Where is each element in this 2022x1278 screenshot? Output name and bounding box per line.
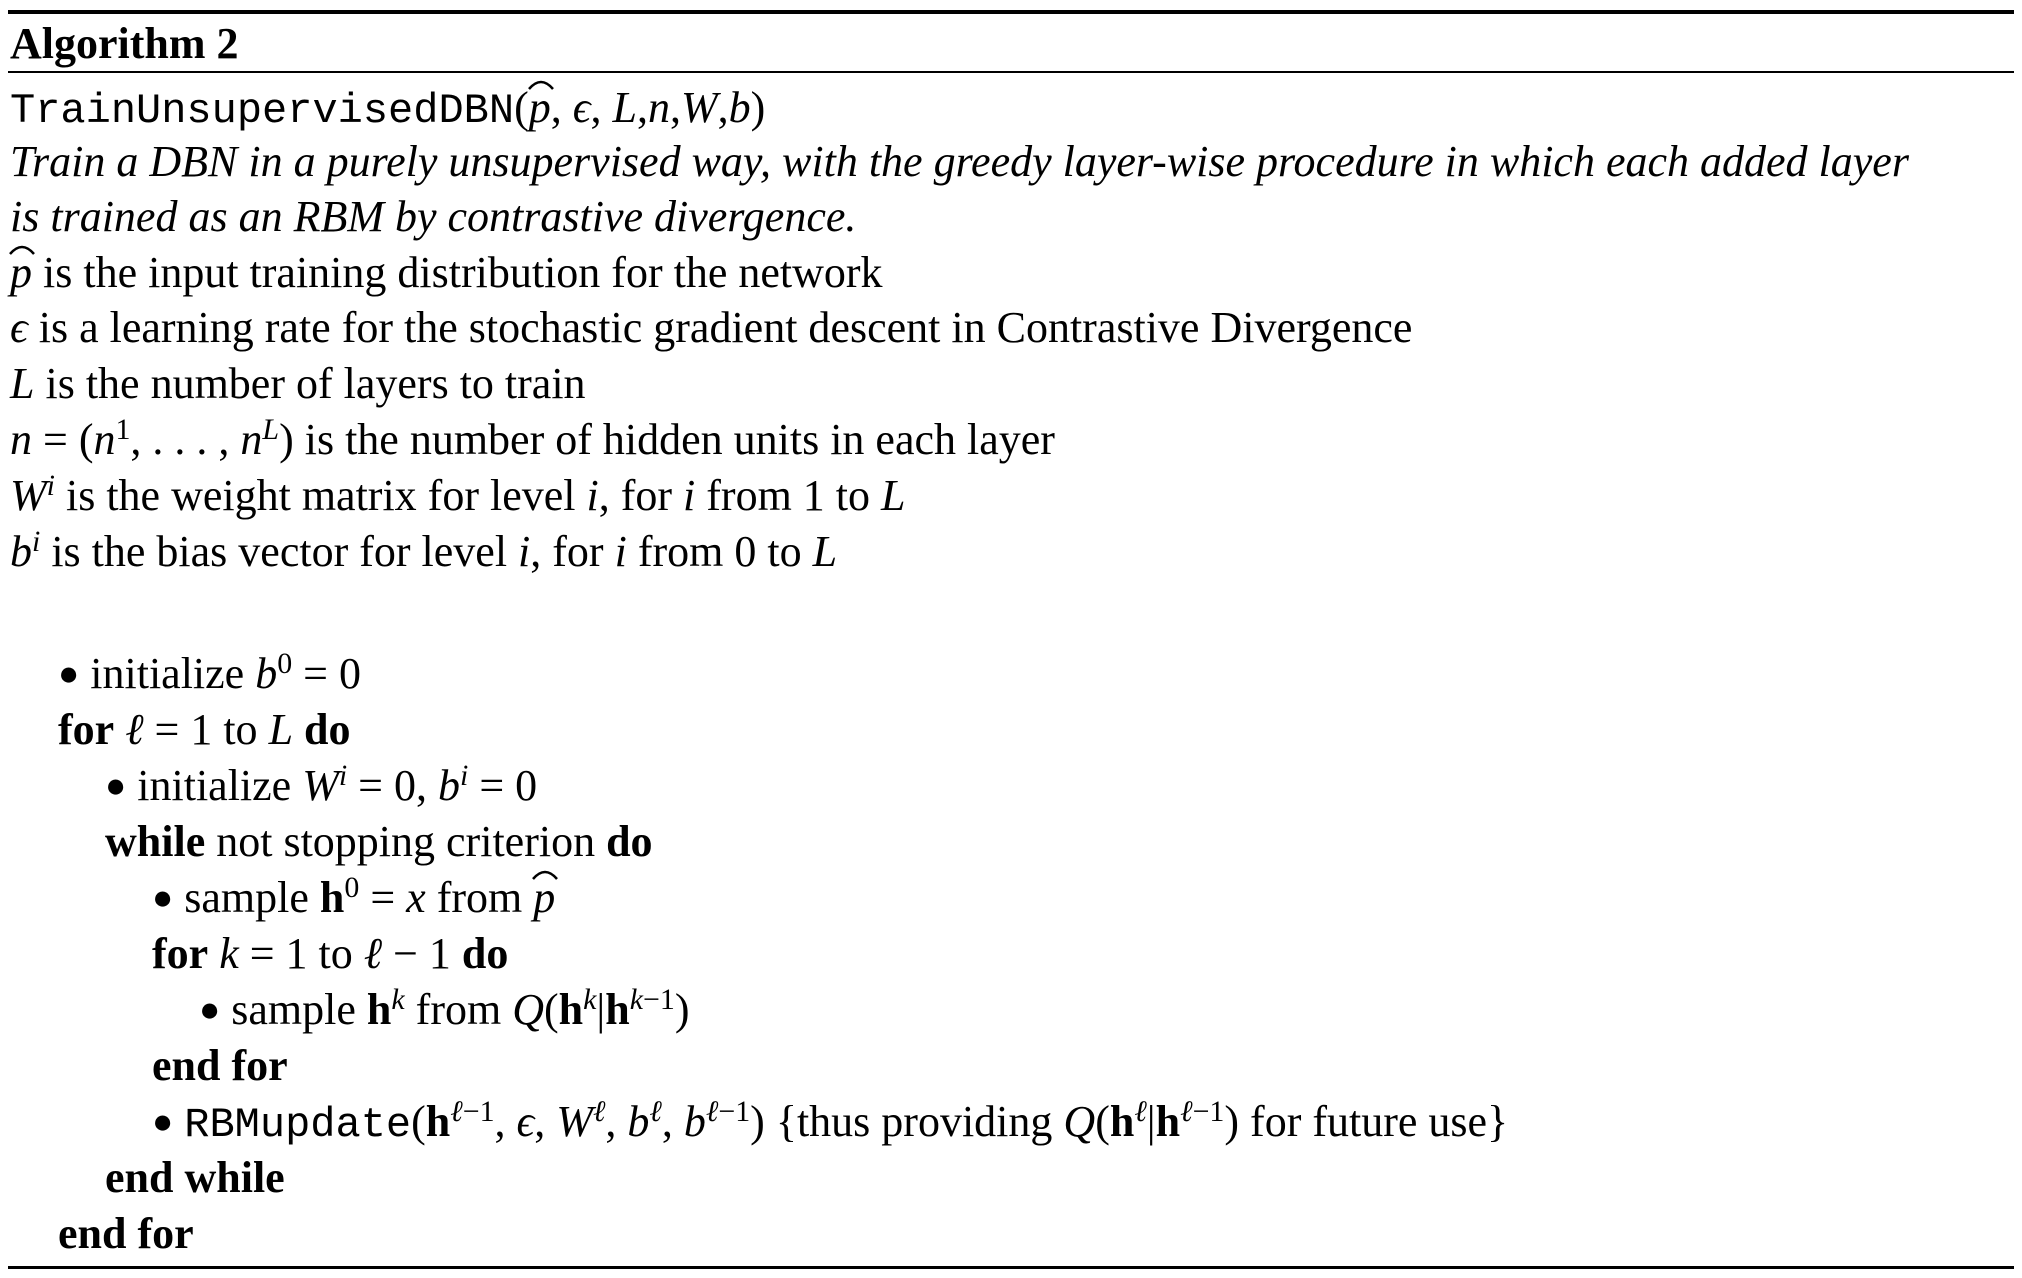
step-end-for-inner: end for	[152, 1041, 288, 1090]
step-init-b0: ● initialize $b^0 = 0$	[58, 647, 361, 698]
bottom-rule	[8, 1266, 2014, 1269]
algorithm-title: Algorithm 2	[10, 19, 239, 68]
top-rule	[8, 10, 2014, 14]
param-n: $n = (n^1$, . . . , $n^L$) is the number of hidden units in each layer	[10, 413, 1055, 464]
rbmupdate-call: RBMupdate	[184, 1101, 412, 1149]
param-W: $W^i$ is the weight matrix for level i, for i from 1 to L	[10, 469, 906, 520]
function-args: ( p, ϵ, L,n,W,b)	[514, 83, 766, 132]
step-sample-hk: ● sample $h^k$ from $Q(h^k|h^{k-1})$	[199, 983, 690, 1034]
function-name: TrainUnsupervisedDBN	[10, 87, 515, 135]
param-epsilon: ϵ is a learning rate for the stochastic gradient descent in Contrastive Divergence	[10, 303, 1413, 352]
step-for-k: for k = 1 to ℓ − 1 do	[152, 929, 509, 978]
step-rbm-update: ● $RBMupdate(h^{\ell-1}$, ϵ, $W^\ell$, $b^\ell$, $b^{\ell-1}$) {thus providing $Q(h^\ell|h^{\ell-1})$ for future use}	[152, 1095, 1509, 1149]
param-b: $b^i$ is the bias vector for level i, for i from 0 to L	[10, 525, 838, 576]
description-line-1: Train a DBN in a purely unsupervised way, with the greedy layer-wise procedure in which each added layer	[10, 137, 1909, 186]
description-line-2: is trained as an RBM by contrastive divergence.	[10, 192, 857, 241]
step-end-for-outer: end for	[58, 1209, 194, 1258]
step-for-layer: for ℓ = 1 to L do	[58, 705, 351, 754]
step-init-Wb: ● initialize $W^i = 0$, $b^i = 0$	[105, 759, 538, 810]
param-p: p is the input training distribution for the network	[10, 248, 883, 297]
step-while: while not stopping criterion do	[105, 817, 653, 866]
param-L: L is the number of layers to train	[10, 359, 586, 408]
algorithm-signature	[10, 83, 766, 135]
step-end-while: end while	[105, 1153, 285, 1202]
title-rule	[8, 71, 2014, 73]
step-sample-h0: ● sample $h^0 = x$ from p	[152, 871, 556, 922]
